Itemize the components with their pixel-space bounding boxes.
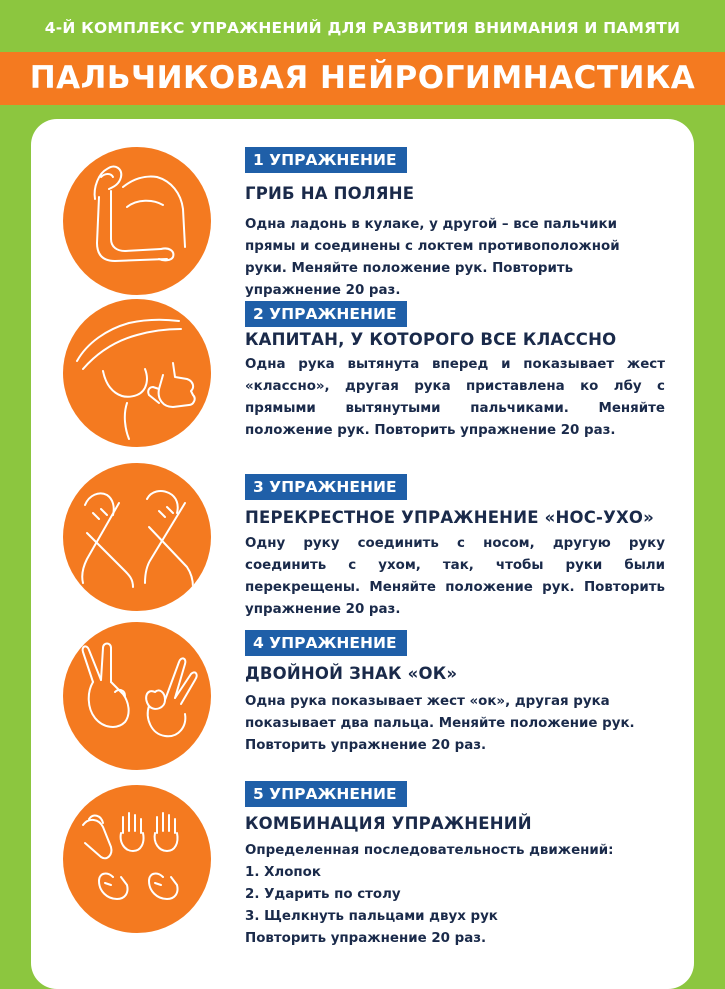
mushroom-gesture-illustration-icon [63, 147, 211, 295]
combination-hands-illustration-icon [63, 785, 211, 933]
exercise-4-badge: 4 УПРАЖНЕНИЕ [245, 630, 407, 656]
exercise-5-badge: 5 УПРАЖНЕНИЕ [245, 781, 407, 807]
page-title: ПАЛЬЧИКОВАЯ НЕЙРОГИМНАСТИКА [29, 60, 696, 96]
exercise-1-title: ГРИБ НА ПОЛЯНЕ [245, 184, 415, 203]
exercise-4-title: ДВОЙНОЙ ЗНАК «ОК» [245, 664, 458, 683]
nose-ear-cross-illustration-icon [63, 463, 211, 611]
exercise-3-title: ПЕРЕКРЕСТНОЕ УПРАЖНЕНИЕ «НОС-УХО» [245, 508, 654, 527]
captain-thumbs-up-illustration-icon [63, 299, 211, 447]
exercise-5-line: 1. Хлопок [245, 865, 321, 880]
exercise-2-description: Одна рука вытянута вперед и показывает жест «классно», другая рука приставлена ко лбу с прямыми вытянутыми пальчиками. Меняйте положение рук. Повторить упражнение 20 раз. [245, 357, 665, 438]
exercise-5-line: Определенная последовательность движений: [245, 843, 614, 858]
exercise-5-line: 2. Ударить по столу [245, 887, 401, 902]
exercise-3-badge: 3 УПРАЖНЕНИЕ [245, 474, 407, 500]
exercise-3-description: Одну руку соединить с носом, другую руку соединить с ухом, так, чтобы руки были перекрещены. Меняйте положение рук. Повторить упражнение 20 раз. [245, 536, 665, 617]
exercise-1-badge: 1 УПРАЖНЕНИЕ [245, 147, 407, 173]
double-ok-sign-illustration-icon [63, 622, 211, 770]
title-banner [0, 52, 725, 105]
exercise-5-title: КОМБИНАЦИЯ УПРАЖНЕНИЙ [245, 814, 532, 833]
exercise-1-description: Одна ладонь в кулаке, у другой – все пальчики прямы и соединены с локтем противоположной руки. Меняйте положение рук. Повторить упражнение 20 раз. [245, 217, 620, 298]
header-subtitle: 4-Й КОМПЛЕКС УПРАЖНЕНИЙ ДЛЯ РАЗВИТИЯ ВНИМАНИЯ И ПАМЯТИ [44, 19, 681, 37]
exercise-4-description: Одна рука показывает жест «ок», другая рука показывает два пальца. Меняйте положение рук. Повторить упражнение 20 раз. [245, 694, 635, 753]
exercise-2-title: КАПИТАН, У КОТОРОГО ВСЕ КЛАССНО [245, 330, 617, 349]
exercise-5-line: 3. Щелкнуть пальцами двух рук [245, 909, 498, 924]
exercise-5-description [245, 840, 665, 950]
exercise-2-badge: 2 УПРАЖНЕНИЕ [245, 301, 407, 327]
exercise-5-line: Повторить упражнение 20 раз. [245, 931, 487, 946]
